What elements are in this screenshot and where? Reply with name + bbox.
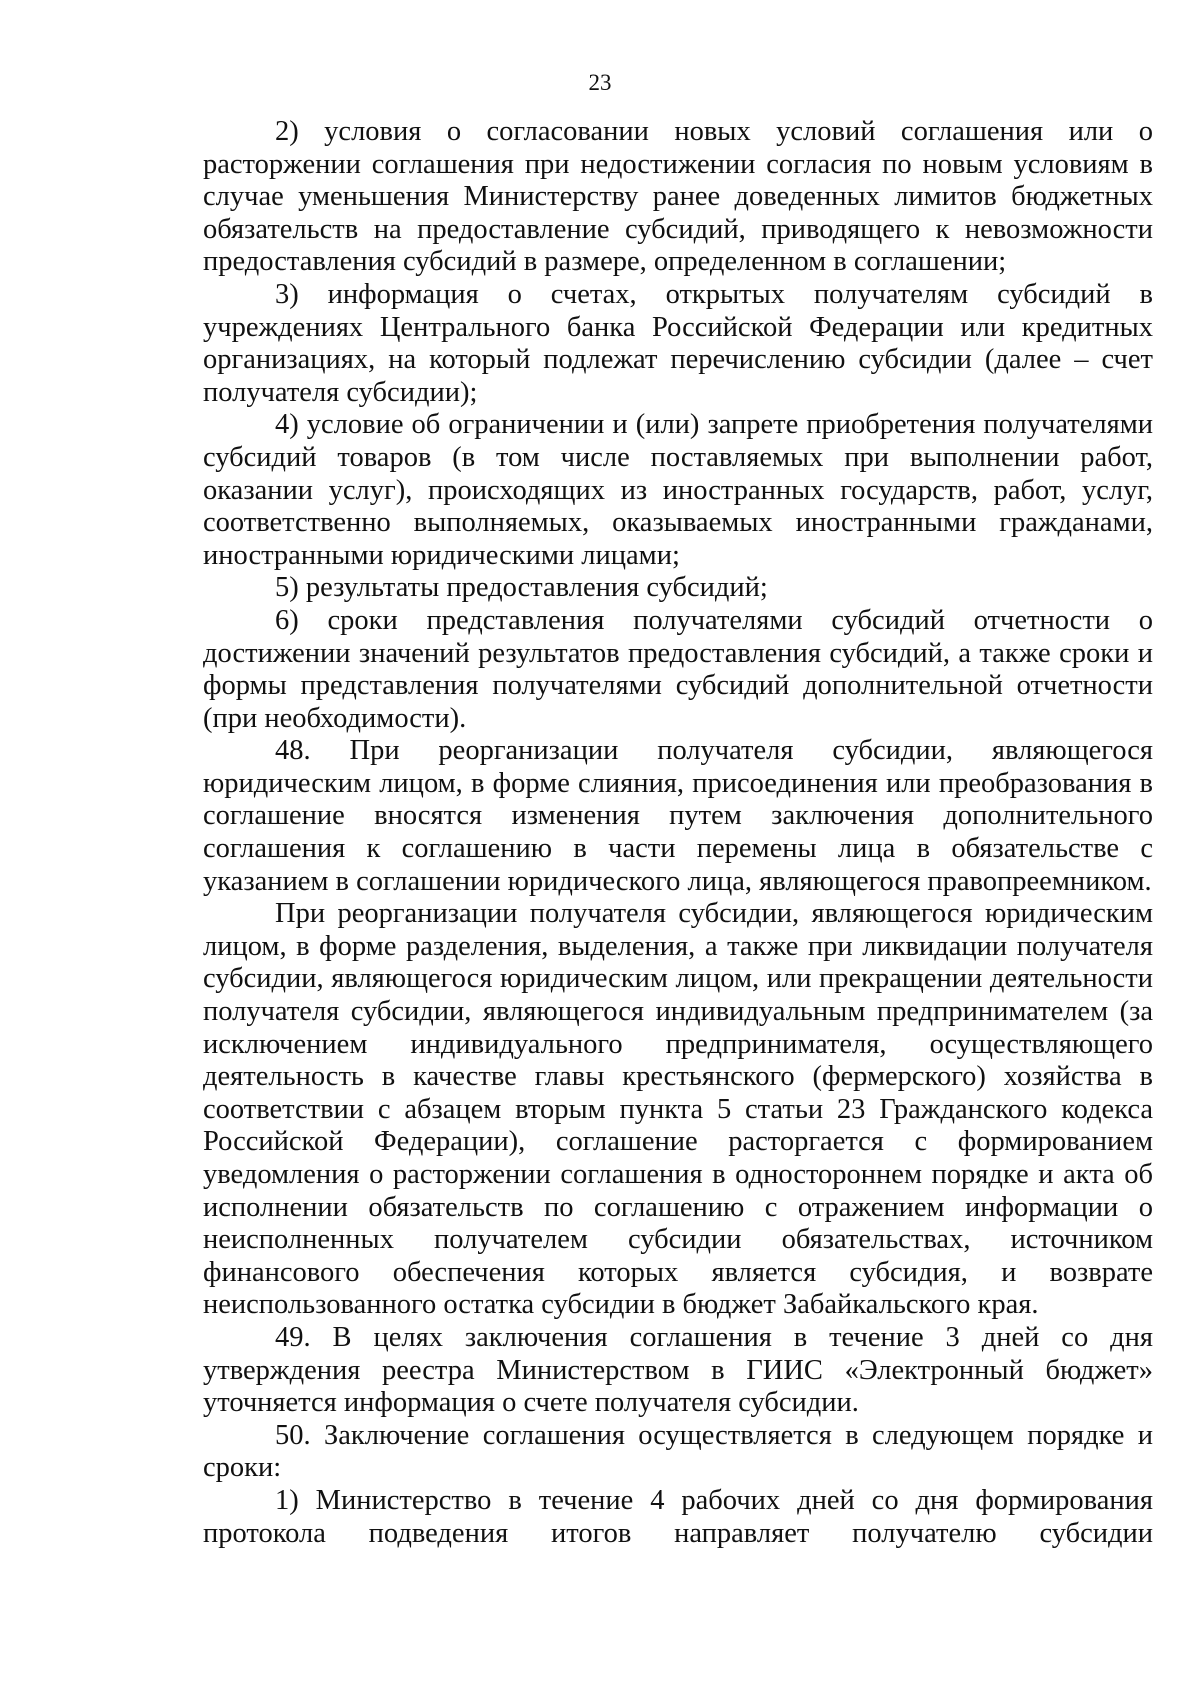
- paragraph-item-2: 2) условия о согласовании новых условий соглашения или о расторжении соглашения при недостижении согласия по новым условиям в случае уменьшения Министерству ранее доведенных лимитов бюджетных обязательств на предоставление субсидий, приводящего к невозможности предоставления субсидий в размере, определенном в соглашении;: [203, 116, 1153, 278]
- paragraph-clause-49: 49. В целях заключения соглашения в течение 3 дней со дня утверждения реестра Министерством в ГИИС «Электронный бюджет» уточняется информация о счете получателя субсидии.: [203, 1321, 1153, 1419]
- paragraph-clause-50: 50. Заключение соглашения осуществляется в следующем порядке и сроки:: [203, 1419, 1153, 1484]
- paragraph-clause-48: 48. При реорганизации получателя субсидии, являющегося юридическим лицом, в форме слияния, присоединения или преобразования в соглашение вносятся изменения путем заключения дополнительного соглашения к соглашению в части перемены лица в обязательстве с указанием в соглашении юридического лица, являющегося правопреемником.: [203, 735, 1153, 897]
- page-number: 23: [588, 70, 612, 95]
- paragraph-item-5: 5) результаты предоставления субсидий;: [275, 572, 768, 604]
- paragraph-clause-50-item-1: 1) Министерство в течение 4 рабочих дней со дня формирования протокола подведения итогов направляет получателю субсидии: [203, 1484, 1153, 1549]
- paragraph-item-3: 3) информация о счетах, открытых получателям субсидий в учреждениях Центрального банка Российской Федерации или кредитных организациях, на который подлежат перечислению субсидии (далее – счет получателя субсидии);: [203, 278, 1153, 408]
- document-body: [203, 116, 1153, 1550]
- paragraph-item-4: 4) условие об ограничении и (или) запрете приобретения получателями субсидий товаров (в том числе поставляемых при выполнении работ, оказании услуг), происходящих из иностранных государств, работ, услуг, соответственно выполняемых, оказываемых иностранными гражданами, иностранными юридическими лицами;: [203, 409, 1153, 571]
- paragraph-clause-48-continued: При реорганизации получателя субсидии, являющегося юридическим лицом, в форме разделения, выделения, а также при ликвидации получателя субсидии, являющегося юридическим лицом, или прекращении деятельности получателя субсидии, являющегося индивидуальным предпринимателем (за исключением индивидуального предпринимателя, осуществляющего деятельность в качестве главы крестьянского (фермерского) хозяйства в соответствии с абзацем вторым пункта 5 статьи 23 Гражданского кодекса Российской Федерации), соглашение расторгается с формированием уведомления о расторжении соглашения в одностороннем порядке и акта об исполнении обязательств по соглашению с отражением информации о неисполненных получателем субсидии обязательствах, источником финансового обеспечения которых является субсидия, и возврате неиспользованного остатка субсидии в бюджет Забайкальского края.: [203, 898, 1153, 1321]
- paragraph-item-6: 6) сроки представления получателями субсидий отчетности о достижении значений результатов предоставления субсидий, а также сроки и формы представления получателями субсидий дополнительной отчетности (при необходимости).: [203, 604, 1153, 734]
